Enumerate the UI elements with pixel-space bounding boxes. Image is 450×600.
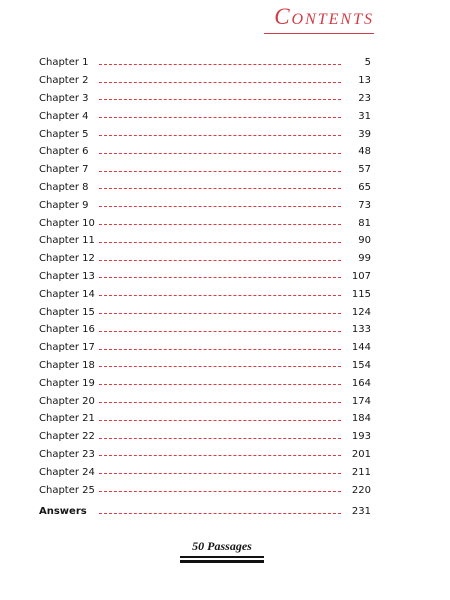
toc-row[interactable] <box>39 285 371 303</box>
toc-row[interactable] <box>39 107 371 125</box>
toc-page-number: 184 <box>351 413 371 425</box>
toc-page-number: 57 <box>358 164 371 176</box>
toc-page-number: 154 <box>351 359 371 371</box>
toc-page-number: 174 <box>351 395 371 407</box>
toc-page-number: 48 <box>358 146 371 158</box>
toc-leader <box>99 152 341 154</box>
footer-underline <box>180 556 264 558</box>
toc-row[interactable] <box>39 428 371 446</box>
toc-leader <box>99 348 341 350</box>
toc-row[interactable] <box>39 250 371 268</box>
toc-leader <box>99 187 341 189</box>
toc-page-number: 13 <box>358 75 371 87</box>
toc-chapter-label: Chapter 15 <box>39 306 95 318</box>
toc-row[interactable] <box>39 357 371 375</box>
toc-chapter-label: Chapter 5 <box>39 128 89 140</box>
toc-answers-row[interactable] <box>39 503 371 521</box>
toc-chapter-label: Chapter 3 <box>39 92 89 104</box>
toc-chapter-label: Chapter 11 <box>39 235 95 247</box>
toc-chapter-label: Chapter 14 <box>39 288 95 300</box>
toc-chapter-label: Chapter 1 <box>39 57 89 69</box>
toc-chapter-label: Chapter 2 <box>39 75 89 87</box>
toc-page-number: 201 <box>351 448 371 460</box>
page-title: Contents <box>274 4 374 29</box>
toc-leader <box>99 259 341 261</box>
toc-chapter-label: Chapter 21 <box>39 413 95 425</box>
toc-page-number: 115 <box>351 288 371 300</box>
toc-chapter-label: Chapter 4 <box>39 110 89 122</box>
toc-page-number: 81 <box>358 217 371 229</box>
toc-row[interactable] <box>39 161 371 179</box>
toc-row[interactable] <box>39 268 371 286</box>
title-underline <box>264 33 374 34</box>
toc-chapter-label: Chapter 16 <box>39 324 95 336</box>
toc-leader <box>99 98 341 100</box>
toc-page-number: 133 <box>351 324 371 336</box>
toc-page-number: 5 <box>364 57 371 69</box>
toc-row[interactable] <box>39 392 371 410</box>
toc-chapter-label: Chapter 7 <box>39 164 89 176</box>
toc-row[interactable] <box>39 179 371 197</box>
toc-leader <box>99 205 341 207</box>
toc-chapter-label: Chapter 22 <box>39 431 95 443</box>
toc-leader <box>99 512 341 514</box>
toc-answers-page: 231 <box>351 506 371 518</box>
toc-row[interactable] <box>39 446 371 464</box>
toc-leader <box>99 170 341 172</box>
toc-leader <box>99 365 341 367</box>
toc-row[interactable] <box>39 410 371 428</box>
toc-leader <box>99 401 341 403</box>
toc-leader <box>99 454 341 456</box>
toc-chapter-label: Chapter 23 <box>39 448 95 460</box>
toc-chapter-label: Chapter 9 <box>39 199 89 211</box>
toc-row[interactable] <box>39 463 371 481</box>
footer-underline-thick <box>180 560 264 563</box>
toc-row[interactable] <box>39 54 371 72</box>
toc-leader <box>99 276 341 278</box>
toc-leader <box>99 419 341 421</box>
toc-chapter-label: Chapter 17 <box>39 342 95 354</box>
toc-page-number: 144 <box>351 342 371 354</box>
toc-leader <box>99 437 341 439</box>
toc-row[interactable] <box>39 232 371 250</box>
toc-leader <box>99 472 341 474</box>
toc-chapter-label: Chapter 19 <box>39 377 95 389</box>
toc-leader <box>99 294 341 296</box>
toc-page-number: 73 <box>358 199 371 211</box>
toc-leader <box>99 223 341 225</box>
toc-row[interactable] <box>39 196 371 214</box>
toc-leader <box>99 312 341 314</box>
toc-page-number: 99 <box>358 253 371 265</box>
toc-chapter-label: Chapter 12 <box>39 253 95 265</box>
toc-leader <box>99 134 341 136</box>
toc-row[interactable] <box>39 481 371 499</box>
toc-chapter-label: Chapter 18 <box>39 359 95 371</box>
toc-chapter-label: Chapter 6 <box>39 146 89 158</box>
footer-badge <box>180 539 264 563</box>
toc-page-number: 124 <box>351 306 371 318</box>
toc-row[interactable] <box>39 339 371 357</box>
toc-answers-label: Answers <box>39 506 87 518</box>
toc-chapter-label: Chapter 20 <box>39 395 95 407</box>
toc-page-number: 65 <box>358 181 371 193</box>
toc-leader <box>99 63 341 65</box>
toc-row[interactable] <box>39 125 371 143</box>
toc-leader <box>99 241 341 243</box>
toc-page-number: 107 <box>351 270 371 282</box>
toc-row[interactable] <box>39 303 371 321</box>
toc-chapter-label: Chapter 8 <box>39 181 89 193</box>
toc-leader <box>99 116 341 118</box>
toc-leader <box>99 490 341 492</box>
toc-page-number: 164 <box>351 377 371 389</box>
toc-row[interactable] <box>39 143 371 161</box>
toc-page-number: 211 <box>351 466 371 478</box>
toc-chapter-label: Chapter 13 <box>39 270 95 282</box>
toc-row[interactable] <box>39 90 371 108</box>
toc-leader <box>99 330 341 332</box>
toc-page-number: 193 <box>351 431 371 443</box>
toc-row[interactable] <box>39 321 371 339</box>
toc-chapter-label: Chapter 25 <box>39 484 95 496</box>
toc-page-number: 90 <box>358 235 371 247</box>
table-of-contents <box>39 54 371 521</box>
toc-row[interactable] <box>39 374 371 392</box>
toc-chapter-label: Chapter 10 <box>39 217 95 229</box>
toc-page-number: 23 <box>358 92 371 104</box>
toc-page-number: 31 <box>358 110 371 122</box>
toc-chapter-label: Chapter 24 <box>39 466 95 478</box>
toc-leader <box>99 383 341 385</box>
toc-leader <box>99 81 341 83</box>
toc-page-number: 39 <box>358 128 371 140</box>
toc-row[interactable] <box>39 214 371 232</box>
toc-page-number: 220 <box>351 484 371 496</box>
footer-text: 50 Passages <box>192 539 252 553</box>
toc-row[interactable] <box>39 72 371 90</box>
